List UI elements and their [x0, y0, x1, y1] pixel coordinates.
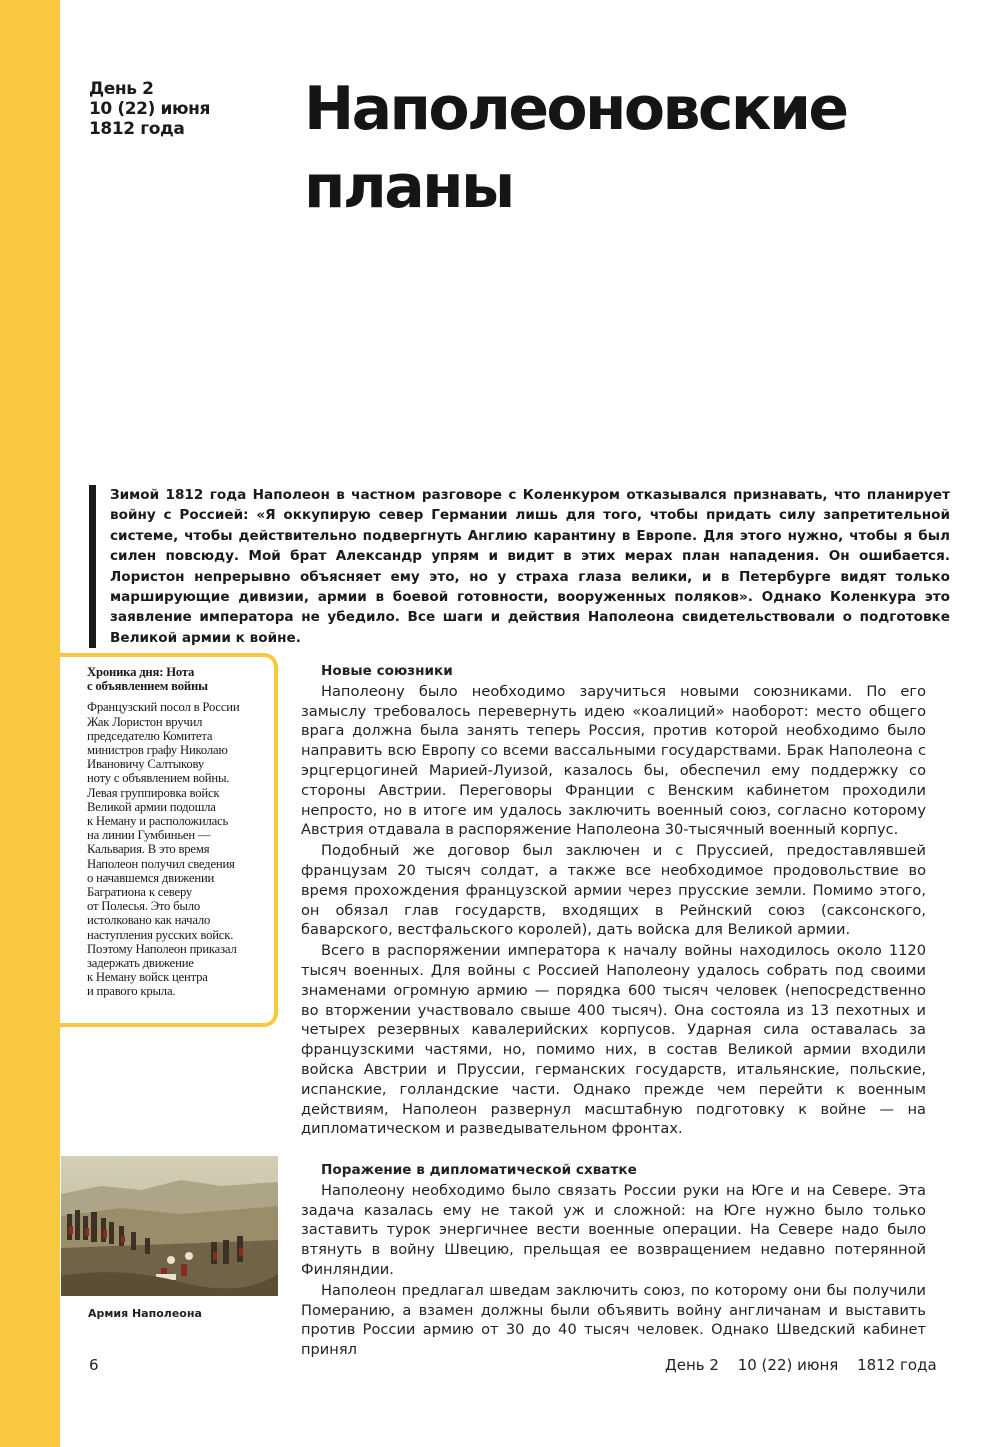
- chronicle-line: на линии Гумбиньен —: [87, 828, 211, 843]
- running-footer: [665, 1356, 937, 1374]
- section-heading: Поражение в дипломатической схватке: [321, 1162, 637, 1178]
- chronicle-line: Великой армии подошла: [87, 799, 216, 814]
- day-label-line: День 2: [89, 79, 154, 99]
- chronicle-line: к Неману войск центра: [87, 970, 208, 985]
- chronicle-title-line: Хроника дня: Нота: [87, 665, 195, 679]
- day-label-line: 10 (22) июня: [89, 99, 210, 119]
- chronicle-body: [87, 700, 268, 998]
- chronicle-line: истолковано как начало: [87, 913, 211, 928]
- body-paragraph: Наполеон предлагал шведам заключить союз, по которому они бы получили Померанию, а взамен должны были объявить войну англичанам и выставить против России армию от 30 до 40 тысяч человек. Однако Шведский кабинет принял: [301, 1281, 926, 1359]
- accent-stripe: [0, 0, 60, 1447]
- chronicle-line: Кальвария. В это время: [87, 842, 210, 857]
- day-label-line: 1812 года: [89, 119, 185, 139]
- section-new-allies: [301, 662, 926, 1140]
- body-paragraph: Подобный же договор был заключен и с Пруссией, предоставлявшей французам 20 тысяч солдат, а также все необходимое продовольствие во время прохождения французской армии через прусские земли. Помимо этого, он обязал глав государств, входящих в Рейнский союз (саксонского, баварского, вестфальского королей), дать войска для Великой армии.: [301, 842, 926, 939]
- lead-paragraph: Зимой 1812 года Наполеон в частном разговоре с Коленкуром отказывался признавать, что планирует войну с Россией: «Я оккупирую север Германии лишь для того, чтобы придать силу запретительной системе, чтобы действительно подвергнуть Англию карантину в Европе. Для этого нужно, чтобы я был силен повсюду. Мой брат Александр упрям и видит в этих мерах план нападения. Он ошибается. Лористон непрерывно объясняет ему это, но у страха глаза велики, и в Петербурге видят только марширующие дивизии, армии в боевой готовности, вооруженных поляков». Однако Коленкура это заявление императора не убедило. Все шаги и действия Наполеона свидетельствовали о подготовке Великой армии к войне.: [89, 485, 950, 648]
- chronicle-title: [87, 665, 268, 693]
- page-title-line: планы: [304, 152, 513, 222]
- chronicle-box: [60, 653, 278, 1027]
- section-diplomatic-defeat: [301, 1161, 926, 1361]
- battle-painting-image: [61, 1156, 278, 1296]
- chronicle-line: от Полесья. Это было: [87, 899, 201, 914]
- chronicle-line: Багратиона к северу: [87, 885, 193, 900]
- page-number: 6: [89, 1356, 99, 1374]
- chronicle-line: и правого крыла.: [87, 984, 176, 999]
- page-title: [304, 70, 964, 226]
- chronicle-line: министров графу Николаю: [87, 743, 228, 758]
- chronicle-line: Ивановичу Салтыкову: [87, 757, 204, 772]
- chronicle-line: задержать движение: [87, 956, 194, 971]
- chronicle-line: о начавшемся движении: [87, 870, 215, 885]
- body-paragraph: Наполеону необходимо было связать России руки на Юге и на Севере. Эта задача казалась ему не такой уж и сложной: на Юге нужно было только заставить турок энергичнее вести военные операции. На Севере надо было втянуть в войну Швецию, прельщая ее возвращением недавно потерянной Финляндии.: [301, 1181, 926, 1278]
- day-label: [89, 79, 279, 139]
- body-paragraph: Всего в распоряжении императора к началу войны находилось около 1120 тысяч военных. Для войны с Россией Наполеону удалось собрать под своими знаменами огромную армию — порядка 600 тысяч человек (непосредственно во вторжении участвовало свыше 400 тысяч). Она состояла из 13 пехотных и четырех резервных кавалерийских корпусов. Ударная сила оставалась за французскими частями, но, помимо них, в состав Великой армии входили войска Австрии и Пруссии, германских государств, итальянские, польские, испанские, голландские части. Однако прежде чем перейти к военным действиям, Наполеон развернул масштабную подготовку к войне — на дипломатическом и разведывательном фронтах.: [301, 942, 926, 1138]
- footer-date: 10 (22) июня: [737, 1356, 839, 1374]
- footer-year: 1812 года: [857, 1356, 937, 1374]
- chronicle-line: председателю Комитета: [87, 728, 213, 743]
- figure-caption: Армия Наполеона: [88, 1307, 202, 1320]
- section-heading: Новые союзники: [321, 663, 453, 679]
- chronicle-line: к Неману и расположилась: [87, 814, 229, 829]
- chronicle-line: наступления русских войск.: [87, 927, 234, 942]
- chronicle-title-line: с объявлением войны: [87, 679, 208, 694]
- body-paragraph: Наполеону было необходимо заручиться новыми союзниками. По его замыслу требовалось перевернуть идею «коалиций» наоборот: место общего врага должна была занять теперь Россия, против которой необходимо было направить всю Европу со всеми вассальными государствами. Брак Наполеона с эрцгерцогиней Марией-Луизой, казалось бы, обеспечил ему поддержку со стороны Австрии. Переговоры Франции с Венским кабинетом проходили непросто, но в итоге им удалось заключить военный союз, согласно которому Австрия отдавала в распоряжение Наполеона 30-тысячный военный корпус.: [301, 682, 926, 839]
- footer-day: День 2: [665, 1356, 719, 1374]
- chronicle-line: Левая группировка войск: [87, 785, 220, 800]
- page-title-line: Наполеоновские: [304, 74, 847, 144]
- chronicle-line: Французский посол в России: [87, 700, 240, 715]
- chronicle-line: Жак Лористон вручил: [87, 714, 203, 729]
- chronicle-line: ноту с объявлением войны.: [87, 771, 230, 786]
- chronicle-line: Поэтому Наполеон приказал: [87, 941, 237, 956]
- chronicle-line: Наполеон получил сведения: [87, 856, 235, 871]
- army-illustration: [61, 1156, 278, 1296]
